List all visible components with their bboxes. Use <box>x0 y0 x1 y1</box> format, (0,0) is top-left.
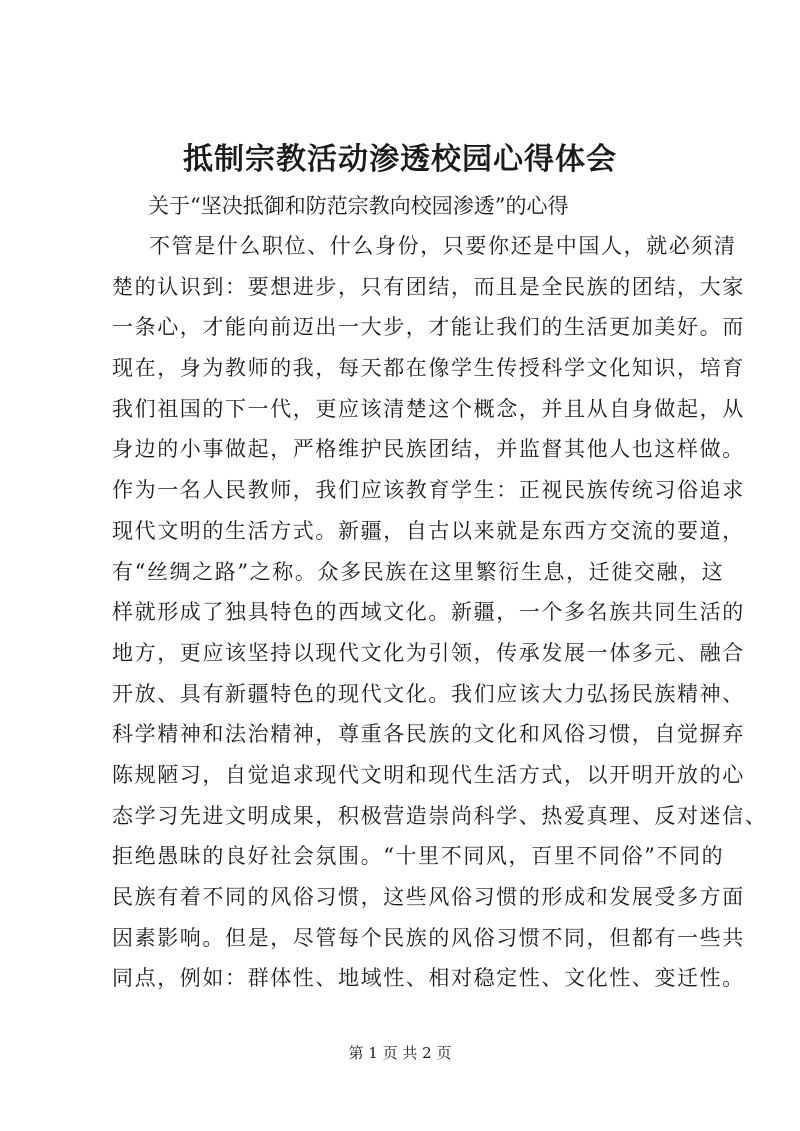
body-line: 陈规陋习，自觉追求现代文明和现代生活方式，以开明开放的心 <box>112 762 745 787</box>
document-title: 抵制宗教活动渗透校园心得体会 <box>183 142 617 177</box>
body-line: 现在，身为教师的我，每天都在像学生传授科学文化知识，培育 <box>112 356 745 381</box>
body-line: 作为一名人民教师，我们应该教育学生：正视民族传统习俗追求 <box>112 478 745 503</box>
page-number-footer: 第 1 页 共 2 页 <box>348 1044 452 1062</box>
body-line: 开放、具有新疆特色的现代文化。我们应该大力弘扬民族精神、 <box>112 681 745 706</box>
body-text <box>112 226 768 999</box>
body-line: 现代文明的生活方式。新疆，自古以来就是东西方交流的要道， <box>112 518 745 543</box>
body-line: 态学习先进文明成果，积极营造崇尚科学、热爱真理、反对迷信、 <box>112 803 768 828</box>
body-line: 科学精神和法治精神，尊重各民族的文化和风俗习惯，自觉摒弃 <box>112 722 745 747</box>
body-line: 有“丝绸之路”之称。众多民族在这里繁衍生息，迁徙交融，这 <box>112 559 725 584</box>
body-line: 楚的认识到：要想进步，只有团结，而且是全民族的团结，大家 <box>112 274 745 299</box>
body-line: 地方，更应该坚持以现代文化为引领，传承发展一体多元、融合 <box>112 640 745 665</box>
body-line: 一条心，才能向前迈出一大步，才能让我们的生活更加美好。而 <box>112 315 745 340</box>
body-line: 我们祖国的下一代，更应该清楚这个概念，并且从自身做起，从 <box>112 396 745 421</box>
body-line: 同点，例如：群体性、地域性、相对稳定性、文化性、变迁性。 <box>112 966 745 991</box>
body-line: 样就形成了独具特色的西域文化。新疆，一个多名族共同生活的 <box>112 600 745 625</box>
body-line: 身边的小事做起，严格维护民族团结，并监督其他人也这样做。 <box>112 437 745 462</box>
body-line: 拒绝愚昧的良好社会氛围。“十里不同风，百里不同俗”不同的 <box>112 844 725 869</box>
document-subtitle: 关于“坚决抵御和防范宗教向校园渗透”的心得 <box>148 194 569 218</box>
body-line: 因素影响。但是，尽管每个民族的风俗习惯不同，但都有一些共 <box>112 925 745 950</box>
body-line: 民族有着不同的风俗习惯，这些风俗习惯的形成和发展受多方面 <box>112 885 745 909</box>
body-line: 不管是什么职位、什么身份，只要你还是中国人，就必须清 <box>149 234 737 258</box>
